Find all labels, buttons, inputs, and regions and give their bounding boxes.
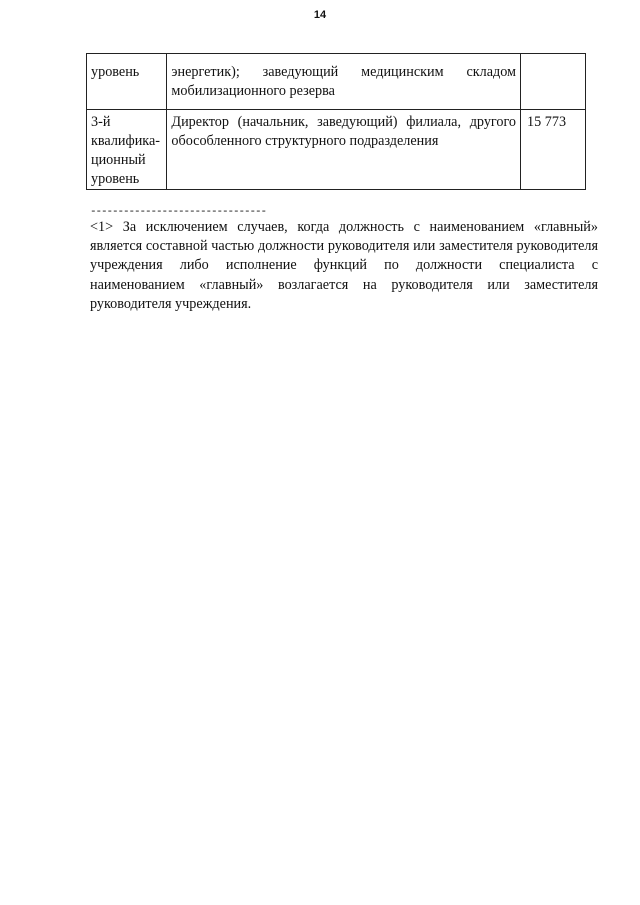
salary-cell: 15 773	[521, 110, 586, 190]
footnote-separator: --------------------------------	[90, 206, 267, 218]
qualification-level-cell: уровень	[87, 54, 167, 110]
footnote-text: <1> За исключением случаев, когда должность с наименованием «главный» является составной частью должности руководителя или заместителя руководителя учреждения либо исполнение функций по должности специалиста с наименованием «главный» возлагается на руководителя или заместителя руководителя учреждения.	[90, 219, 598, 312]
positions-cell: энергетик); заведующий медицинским складом мобилизационного резерва	[167, 54, 521, 110]
positions-cell: Директор (начальник, заведующий) филиала, другого обособленного структурного подразделения	[167, 110, 521, 190]
salary-cell	[521, 54, 586, 110]
page-number: 14	[313, 9, 327, 21]
qualification-table	[86, 53, 586, 190]
table-row	[87, 110, 586, 190]
table-row	[87, 54, 586, 110]
qualification-level-cell: 3-й квалифика-ционный уровень	[87, 110, 167, 190]
